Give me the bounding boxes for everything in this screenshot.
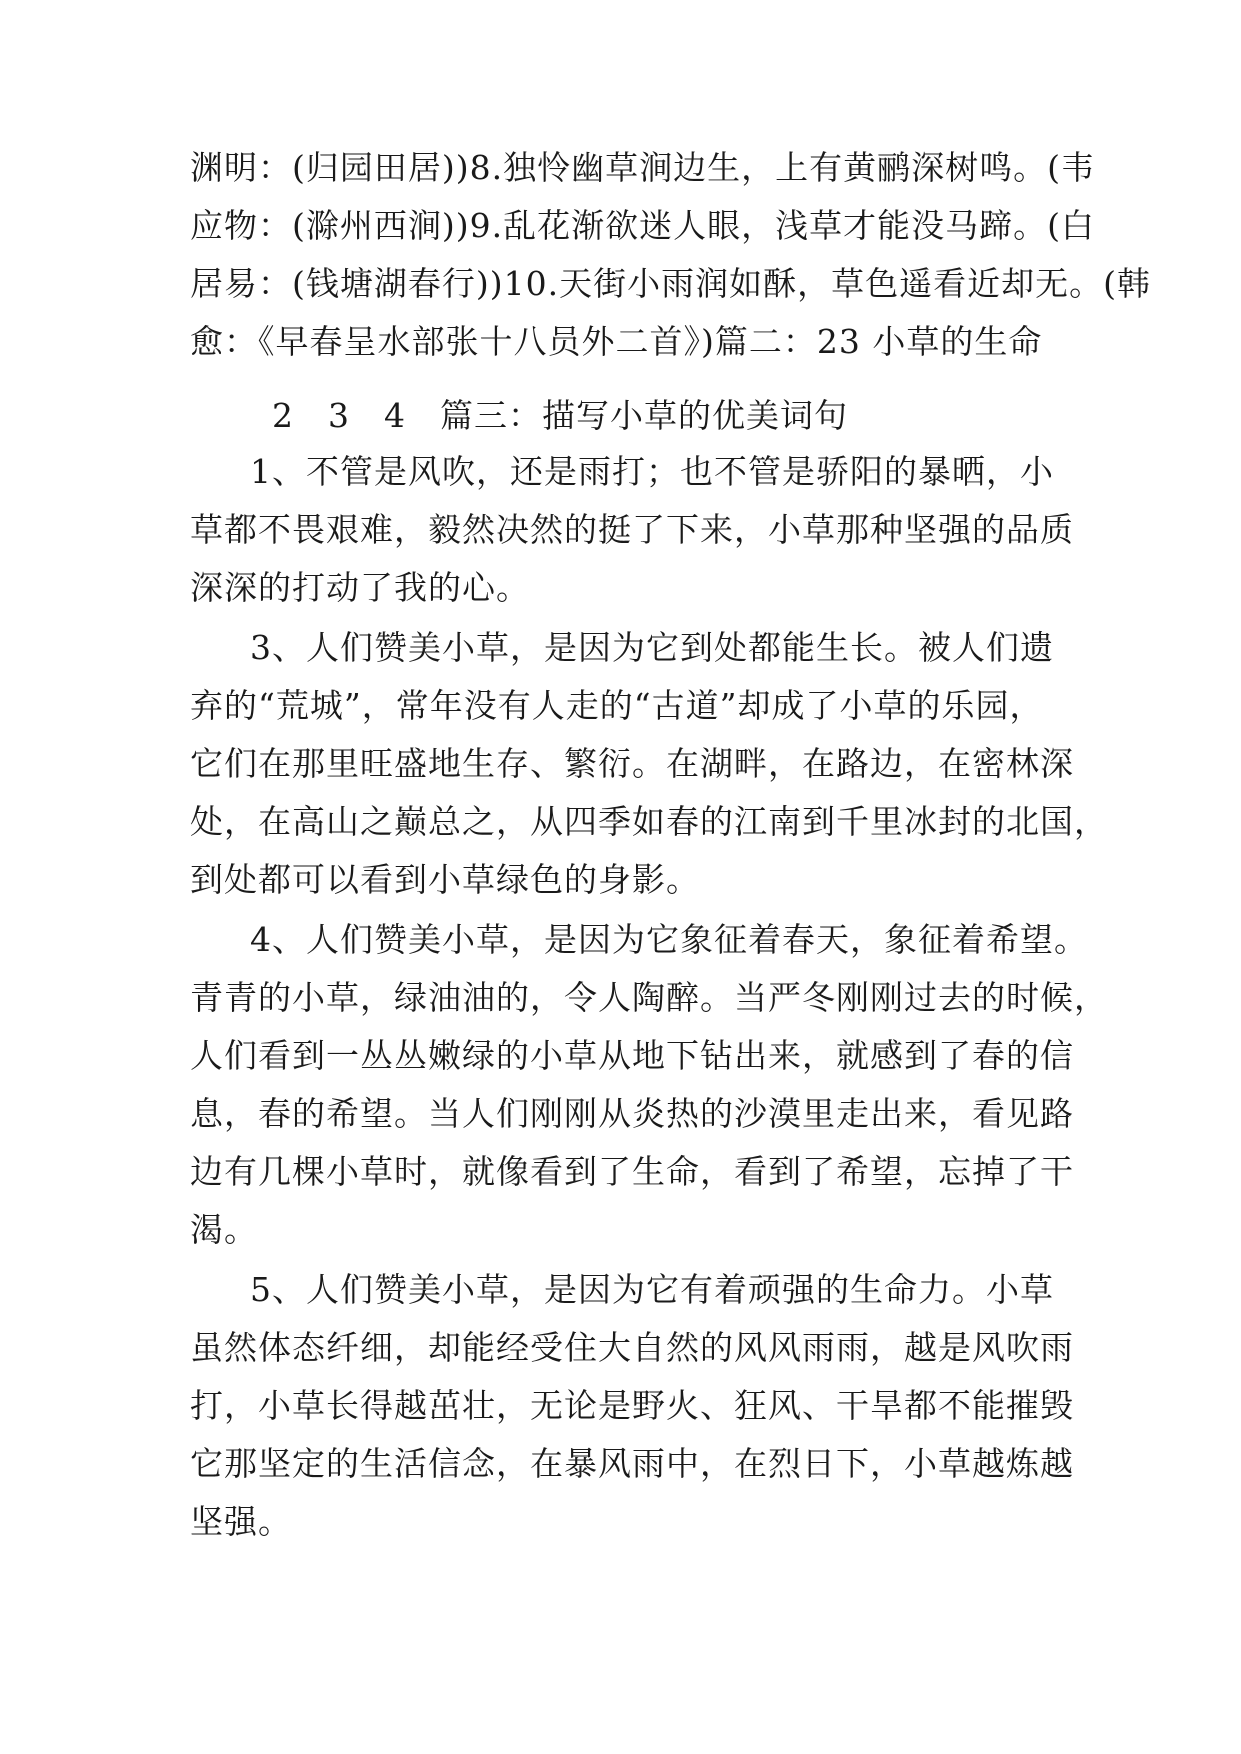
text-line: 它们在那里旺盛地生存、繁衍。在湖畔，在路边，在密林深: [190, 744, 1074, 783]
text-line: 渴。: [190, 1210, 258, 1249]
text-line: 渊明：(归园田居))8.独怜幽草涧边生，上有黄鹂深树鸣。(韦: [190, 148, 1095, 187]
text-line: 弃的“荒城”，常年没有人走的“古道”却成了小草的乐园，: [190, 686, 1044, 725]
text-line: 青青的小草，绿油油的，令人陶醉。当严冬刚刚过去的时候，: [190, 978, 1108, 1017]
text-line: 人们看到一丛丛嫩绿的小草从地下钻出来，就感到了春的信: [190, 1036, 1074, 1075]
text-line: 坚强。: [190, 1502, 292, 1541]
text-line: 5、人们赞美小草，是因为它有着顽强的生命力。小草: [250, 1270, 1054, 1309]
text-line: 虽然体态纤细，却能经受住大自然的风风雨雨，越是风吹雨: [190, 1328, 1074, 1367]
text-line: 应物：(滁州西涧))9.乱花渐欲迷人眼，浅草才能没马蹄。(白: [190, 206, 1095, 245]
text-line: 愈：《早春呈水部张十八员外二首》)篇二：23 小草的生命: [190, 322, 1043, 361]
text-line: 1、不管是风吹，还是雨打；也不管是骄阳的暴晒，小: [250, 452, 1054, 491]
text-line: 居易：(钱塘湖春行))10.天街小雨润如酥，草色遥看近却无。(韩: [190, 264, 1151, 303]
text-line: 打，小草长得越茁壮，无论是野火、狂风、干旱都不能摧毁: [190, 1386, 1074, 1425]
text-line: 4、人们赞美小草，是因为它象征着春天，象征着希望。: [250, 920, 1088, 959]
section-heading: 2 3 4 篇三：描写小草的优美词句: [272, 396, 848, 435]
text-line: 息，春的希望。当人们刚刚从炎热的沙漠里走出来，看见路: [190, 1094, 1074, 1133]
text-line: 到处都可以看到小草绿色的身影。: [190, 860, 700, 899]
text-line: 它那坚定的生活信念，在暴风雨中，在烈日下，小草越炼越: [190, 1444, 1074, 1483]
text-line: 处，在高山之巅总之，从四季如春的江南到千里冰封的北国，: [190, 802, 1108, 841]
text-line: 草都不畏艰难，毅然决然的挺了下来，小草那种坚强的品质: [190, 510, 1074, 549]
text-line: 3、人们赞美小草，是因为它到处都能生长。被人们遗: [250, 628, 1054, 667]
text-line: 深深的打动了我的心。: [190, 568, 530, 607]
text-line: 边有几棵小草时，就像看到了生命，看到了希望，忘掉了干: [190, 1152, 1074, 1191]
